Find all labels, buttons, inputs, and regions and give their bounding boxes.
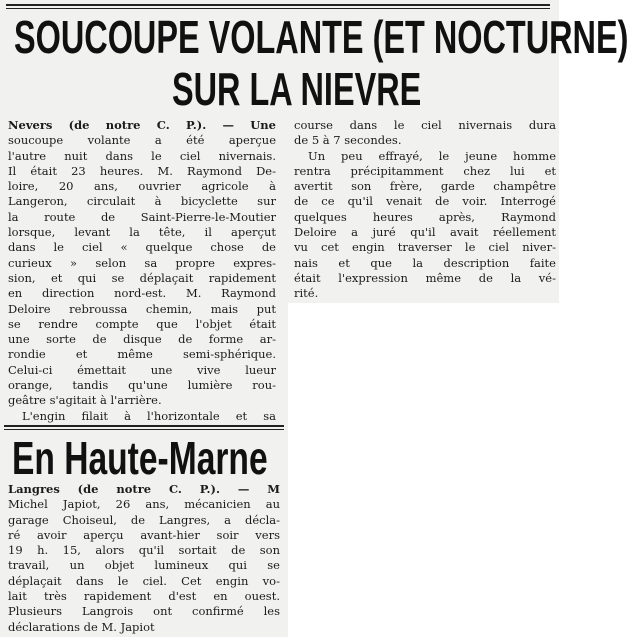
article2-line-5: travail, un objet lumineux qui se (8, 558, 280, 573)
article1-headline-line1: SOUCOUPE VOLANTE (ET NOCTURNE) (14, 11, 628, 63)
article2-line-1: Michel Japiot, 26 ans, mécanicien au (8, 497, 280, 512)
article2-line-3: ré avoir aperçu avant-hier soir vers (8, 527, 280, 542)
article1-left-line-6: la route de Saint-Pierre-le-Moutier (8, 209, 276, 224)
article1-left-line-0: Nevers (de notre C. P.). — Une (8, 118, 276, 132)
article1-left-line-15: rondie et même semi-sphérique. (8, 347, 276, 362)
article1-left-line-1: soucoupe volante a été aperçue (8, 133, 276, 148)
article1-left-line-14: une sorte de disque de forme ar- (8, 332, 276, 347)
article1-left-line-12: Deloire rebroussa chemin, mais put (8, 301, 276, 316)
article1-right-line-7: Deloire a juré qu'il avait réellement (294, 225, 556, 240)
article2-line-0: Langres (de notre C. P.). — M (8, 482, 280, 496)
article1-right-column (294, 118, 556, 302)
section-divider (4, 425, 284, 427)
article2-line-7: lait très rapidement d'est en ouest. (8, 589, 280, 604)
article1-left-line-2: l'autre nuit dans le ciel nivernais. (8, 148, 276, 163)
article1-left-line-17: orange, tandis qu'une lumière rou- (8, 378, 276, 393)
article1-left-line-18: geâtre s'agitait à l'arrière. (8, 393, 162, 408)
article1-headline-line2: SUR LA NIEVRE (172, 63, 422, 115)
top-rule-thin (6, 8, 550, 9)
article1-left-line-19: L'engin filait à l'horizontale et sa (22, 408, 276, 423)
article1-left-line-10: sion, et qui se déplaçait rapidement (8, 270, 276, 285)
article1-right-line-6: quelques heures après, Raymond (294, 209, 556, 224)
article1-left-line-9: curieux » selon sa propre expres- (8, 255, 276, 270)
article1-right-line-2: Un peu effrayé, le jeune homme (308, 148, 556, 163)
article1-right-line-10: était l'expression même de la vé- (294, 270, 556, 285)
article1-right-line-1: de 5 à 7 secondes. (294, 133, 402, 148)
article1-left-line-5: Langeron, circulait à bicyclette sur (8, 194, 276, 209)
article1-right-line-4: avertit son frère, garde champêtre (294, 179, 556, 194)
article1-right-line-0: course dans le ciel nivernais dura (294, 118, 556, 132)
article1-right-line-8: vu cet engin traverser le ciel niver- (294, 240, 556, 255)
article1-left-line-11: en direction nord-est. M. Raymond (8, 286, 276, 301)
top-rule (6, 4, 550, 6)
section-divider-thin (4, 429, 284, 430)
article1-left-line-7: lorsque, levant la tête, il aperçut (8, 225, 276, 240)
article1-left-column (8, 118, 276, 424)
article1-right-line-3: rentra précipitamment chez lui et (294, 163, 556, 178)
article2-line-2: garage Choiseul, de Langres, a décla- (8, 512, 280, 527)
article1-left-line-3: Il était 23 heures. M. Raymond De- (8, 163, 276, 178)
article2-line-6: déplaçait dans le ciel. Cet engin vo- (8, 573, 280, 588)
article1-left-line-13: se rendre compte que l'objet était (8, 316, 276, 331)
article2-column (8, 482, 280, 635)
article1-right-line-5: de ce qu'il venait de voir. Interrogé (294, 194, 556, 209)
article1-left-line-4: loire, 20 ans, ouvrier agricole à (8, 179, 276, 194)
article2-line-8: Plusieurs Langrois ont confirmé les (8, 604, 280, 619)
article1-right-line-11: rité. (294, 286, 319, 301)
article1-right-line-9: nais et que la description faite (294, 255, 556, 270)
article1-left-line-16: Celui-ci émettait une vive lueur (8, 362, 276, 377)
article2-line-9: déclarations de M. Japiot (8, 619, 155, 634)
article2-headline: En Haute-Marne (12, 432, 268, 484)
article1-left-line-8: dans le ciel « quelque chose de (8, 240, 276, 255)
article2-line-4: 19 h. 15, alors qu'il sortait de son (8, 543, 280, 558)
